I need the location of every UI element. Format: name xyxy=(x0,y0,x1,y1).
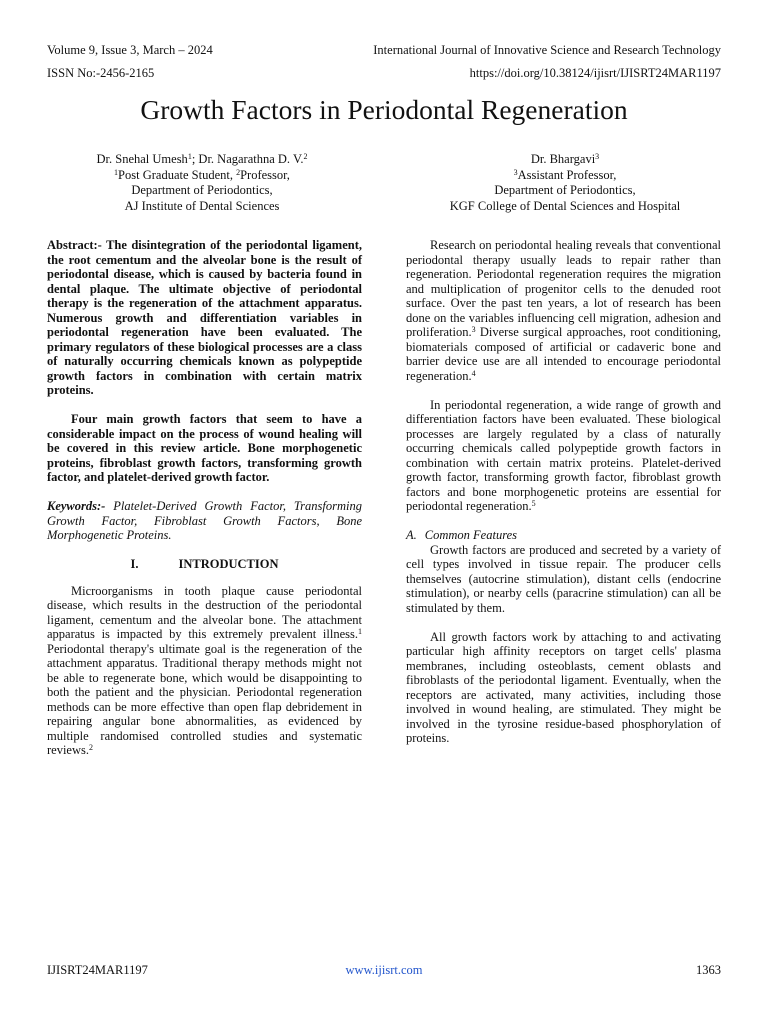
paper-title: Growth Factors in Periodontal Regeneration xyxy=(140,94,628,125)
author-name-1: Dr. Snehal Umesh xyxy=(96,152,188,166)
citation-sup: 3 xyxy=(471,325,476,334)
author-roles xyxy=(410,168,720,184)
intro-text-a: Microorganisms in tooth plaque cause periodontal disease, which results in the destruction of the periodontal ligament, cementum and the alveolar bone. The attachment apparatus is impacted by this extremely prevalent illness. xyxy=(47,583,362,641)
spacer xyxy=(406,514,721,529)
section-heading xyxy=(47,557,362,572)
author-sup-2: 2 xyxy=(303,152,308,161)
authors-right xyxy=(410,152,720,214)
right-column xyxy=(406,238,721,746)
body-paragraph-4: All growth factors work by attaching to and activating particular high affinity receptors on target cells' plasma membranes, including osteoblasts, cement oblasts and fibroblasts of the periodontal ligament. Eventually, when the receptors are activated, many activities, including those involved in wound healing, are stimulated. They might be involved in the tyrosine residue-based phosphorylation of proteins. xyxy=(406,629,721,745)
author-sup-3: 3 xyxy=(595,152,600,161)
author-name-2: ; Dr. Nagarathna D. V. xyxy=(191,152,304,166)
footer-page-number: 1363 xyxy=(696,963,721,977)
body-text: Research on periodontal healing reveals that conventional periodontal therapy usually leads to repair rather than regeneration. Periodontal regeneration requires the migration and multiplication of progenitor cells to the denuded root surface. Over the past ten years, a lot of research has been done on the variables influencing cell migration, adhesion and proliferation. xyxy=(406,238,721,339)
role-2: Professor, xyxy=(240,167,290,182)
role-sup-1: 1 xyxy=(114,167,119,177)
role-sup-3: 3 xyxy=(513,167,518,177)
citation-sup: 5 xyxy=(531,499,536,508)
body-paragraph-1 xyxy=(406,238,721,383)
spacer xyxy=(47,485,362,500)
spacer xyxy=(47,543,362,558)
abstract-paragraph-2: Four main growth factors that seem to have a considerable impact on the process of wound healing will be covered in this review article. Bone morphogenetic proteins, fibroblast growth factors, transforming growth factor, and platelet-derived growth factor. xyxy=(47,412,362,484)
intro-paragraph xyxy=(47,584,362,758)
header-volume: Volume 9, Issue 3, March – 2024 xyxy=(47,43,213,57)
subsection-heading xyxy=(406,528,721,543)
section-title: INTRODUCTION xyxy=(178,557,279,571)
author-name-3: Dr. Bhargavi xyxy=(530,152,596,166)
section-number: I. xyxy=(130,557,139,571)
abstract-paragraph: Abstract:- The disintegration of the periodontal ligament, the root cementum and the alveolar bone is the result of periodontal disease, which is caused by bacteria found in dental plaque. The ultimate objective of periodontal therapy is the regeneration of the attachment apparatus. Numerous growth and differentiation variables in periodontal regeneration have been evaluated. The primary regulators of these biological processes are a class of naturally occurring chemicals known as polypeptide growth factors in combination with certain matrix proteins. xyxy=(47,238,362,397)
citation-sup: 1 xyxy=(358,627,362,636)
citation-sup: 2 xyxy=(89,743,93,752)
author-institution: AJ Institute of Dental Sciences xyxy=(124,198,280,213)
footer-paper-id: IJISRT24MAR1197 xyxy=(47,963,148,977)
author-department: Department of Periodontics, xyxy=(131,183,273,197)
footer-website-link[interactable]: www.ijisrt.com xyxy=(345,963,423,977)
spacer xyxy=(406,383,721,398)
keywords xyxy=(47,499,362,543)
author-sup-1: 1 xyxy=(187,152,192,161)
left-column xyxy=(47,238,362,758)
authors-left xyxy=(47,152,357,214)
citation-sup: 4 xyxy=(471,368,476,378)
body-text: In periodontal regeneration, a wide range of growth and differentiation factors have been evaluated. These biological processes are largely regulated by a class of naturally occurring chemicals called polypeptide growth factors in combination with certain matrix proteins. Platelet-derived growth factor, transforming growth factor, fibroblast growth factors and bone morphogenetic proteins are essential for periodontal regeneration. xyxy=(406,397,721,513)
author-institution: KGF College of Dental Sciences and Hospital xyxy=(449,198,681,213)
spacer xyxy=(47,398,362,413)
subsection-title: Common Features xyxy=(424,528,518,542)
author-names xyxy=(410,152,720,168)
keywords-text: Platelet-Derived Growth Factor, Transforming Growth Factor, Fibroblast Growth Factors, Bone Morphogenetic Proteins. xyxy=(47,499,362,542)
body-text: Diverse surgical approaches, root conditioning, biomaterials composed of artificial or cadaveric bone and barrier device use are all intended to encourage periodontal regeneration. xyxy=(406,325,721,383)
body-paragraph-2 xyxy=(406,398,721,514)
body-paragraph-3: Growth factors are produced and secreted by a variety of cell types involved in tissue repair. The producer cells themselves (autocrine stimulation), distant cells (endocrine stimulation), or nearby cells (paracrine stimulation) can all be stimulated by them. xyxy=(406,542,721,615)
role-1: Post Graduate Student, xyxy=(118,167,237,182)
header-issn: ISSN No:-2456-2165 xyxy=(47,66,155,80)
role-sup-2: 2 xyxy=(236,167,241,177)
author-names xyxy=(47,152,357,168)
author-department: Department of Periodontics, xyxy=(494,183,636,197)
keywords-label: Keywords:- xyxy=(47,499,106,513)
header-journal: International Journal of Innovative Science and Research Technology xyxy=(373,43,721,57)
spacer xyxy=(406,615,721,630)
intro-text-b: Periodontal therapy's ultimate goal is the regeneration of the attachment apparatus. Traditional therapy methods might not be able to regenerate bone, which would be disappointing to both the patient and the physician. Periodontal regeneration methods can be more effective than open flap debridement in repairing angular bone abnormalities, as evidenced by multiple randomised controlled studies and systematic reviews. xyxy=(47,641,362,757)
header-doi-link[interactable]: https://doi.org/10.38124/ijisrt/IJISRT24MAR1197 xyxy=(469,66,721,80)
role-3: Assistant Professor, xyxy=(517,167,617,182)
author-roles xyxy=(47,168,357,184)
subsection-letter: A. xyxy=(406,528,417,542)
